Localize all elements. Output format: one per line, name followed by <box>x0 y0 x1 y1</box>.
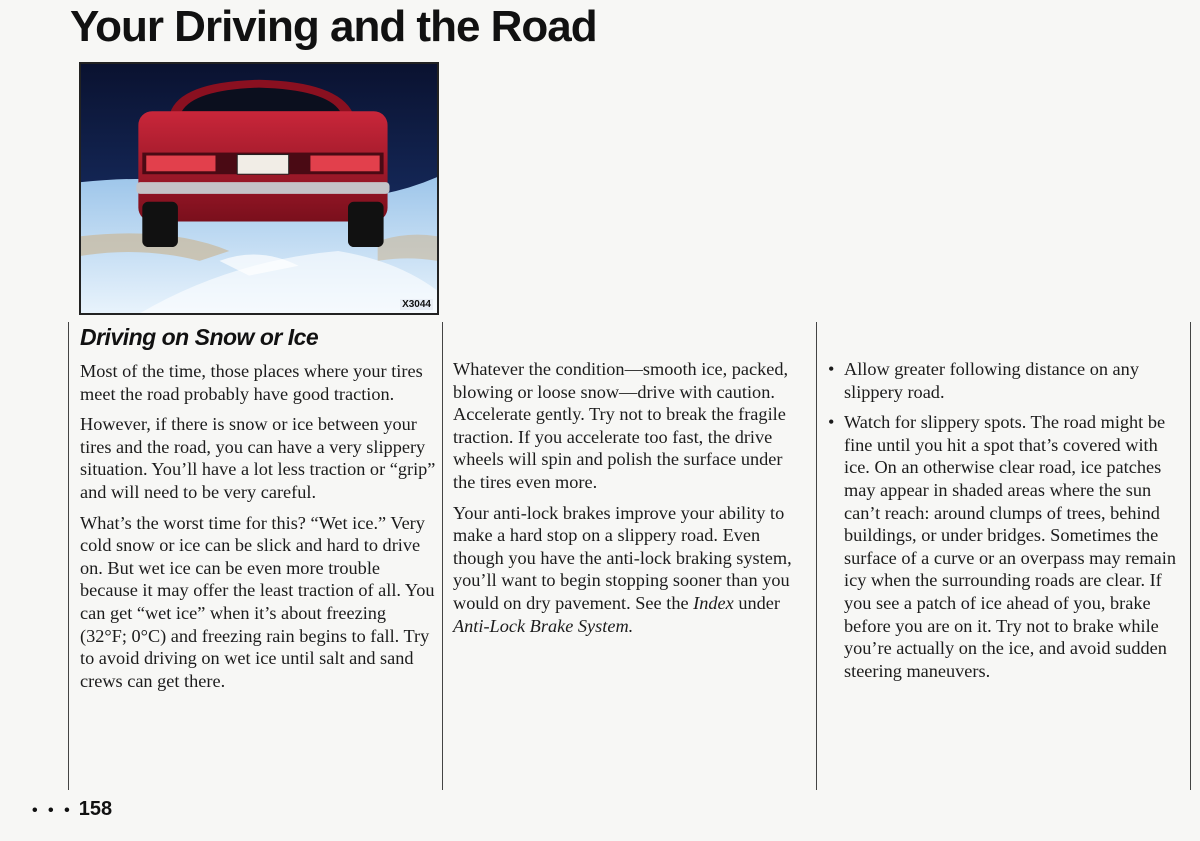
list-item-text: Allow greater following distance on any slippery road. <box>844 359 1139 402</box>
paragraph: Whatever the condition—smooth ice, packed, blowing or loose snow—drive with caution. Accelerate gently. Try not to break the fragile traction. If you accelerate too fast, the drive wheels will spin and polish the surface under the tires even more. <box>453 359 789 492</box>
column-1 <box>80 360 436 700</box>
column-divider <box>442 322 443 790</box>
section-heading: Driving on Snow or Ice <box>80 324 319 350</box>
column-divider <box>68 322 69 790</box>
column-2 <box>453 358 808 645</box>
list-item <box>826 411 1182 682</box>
section-reference: Anti-Lock Brake System. <box>453 615 634 636</box>
page-footer <box>32 798 112 821</box>
paragraph: However, if there is snow or ice between your tires and the road, you can have a very slippery situation. You’ll have a lot less traction or “grip” and will need to be very careful. <box>80 414 436 502</box>
footer-dots: • • • <box>32 802 73 819</box>
text-run: Your anti-lock brakes improve your ability to make a hard stop on a slippery road. Even though you have the anti-lock braking system, you’ll want to begin stopping sooner than you would on dry pavement. See the <box>453 502 792 613</box>
paragraph <box>453 502 808 638</box>
paragraph: What’s the worst time for this? “Wet ice.” Very cold snow or ice can be slick and hard to drive on. But wet ice can be even more trouble because it may offer the least traction of all. You can get “wet ice” when it’s about freezing (32°F; 0°C) and freezing rain begins to fall. Try to avoid driving on wet ice until salt and sand crews can get there. <box>80 512 435 691</box>
list-item <box>826 358 1182 403</box>
car-on-ice-illustration <box>79 62 439 315</box>
index-reference: Index <box>693 592 734 613</box>
column-3 <box>826 358 1182 690</box>
page-number: 158 <box>78 798 113 820</box>
bullet-list <box>826 358 1182 682</box>
page-title: Your Driving and the Road <box>70 2 597 51</box>
text-run: under <box>733 592 780 613</box>
list-item-text: Watch for slippery spots. The road might be fine until you hit a spot that’s covered with ice. On an otherwise clear road, ice patches may appear in shaded areas where the sun can’t reach: around clumps of trees, behind buildings, or under bridges. Sometimes the surface of a curve or an overpass may remain icy when the surrounding roads are clear. If you see a patch of ice ahead of you, brake before you are on it. Try not to brake while you’re actually on the ice, and avoid sudden steering maneuvers. <box>844 412 1176 681</box>
bullet-icon: • <box>828 359 835 379</box>
column-divider <box>1190 322 1191 790</box>
bullet-icon: • <box>828 412 835 433</box>
car-icon <box>81 64 437 313</box>
column-divider <box>816 322 817 790</box>
figure-code: X3044 <box>402 299 431 310</box>
paragraph: Most of the time, those places where your tires meet the road probably have good traction. <box>80 361 423 404</box>
